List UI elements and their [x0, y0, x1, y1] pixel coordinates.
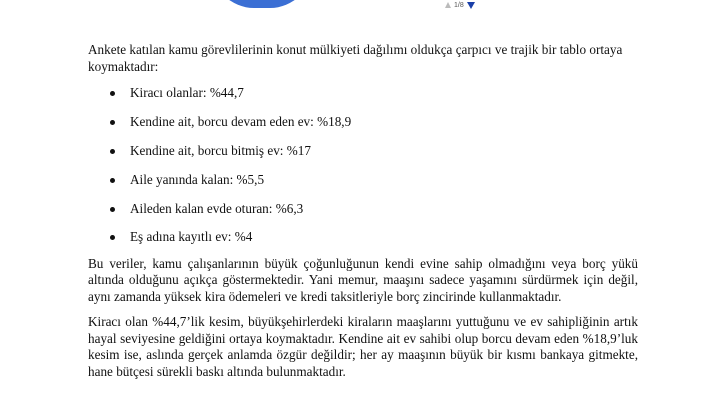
pager-text: 1/8: [454, 1, 464, 9]
bullet-icon: [110, 235, 115, 240]
legend-pager: [445, 0, 475, 10]
list-item: [88, 114, 638, 131]
list-item-text: Aile yanında kalan: %5,5: [130, 171, 265, 187]
list-item-text: Kendine ait, borcu devam eden ev: %18,9: [130, 113, 352, 129]
list-item-text: Kiracı olanlar: %44,7: [130, 85, 244, 100]
list-item: [88, 85, 638, 102]
document-body: [88, 42, 638, 389]
bullet-icon: [110, 91, 115, 96]
ownership-list: [88, 85, 638, 246]
pager-down-arrow-icon[interactable]: [467, 2, 475, 9]
bullet-icon: [110, 207, 115, 212]
bullet-icon: [110, 149, 115, 154]
list-item: [88, 229, 638, 246]
analysis-paragraph-2: Kiracı olan %44,7’lik kesim, büyükşehirlerdeki kiraların maaşlarını yuttuğunu ve ev sahipliğinin artık hayal seviyesine geldiğini ortaya koymaktadır. Kendine ait ev sahibi olup borcu devam eden %18,9’luk kesim ise, aslında gerçek anlamda özgür değildir; her ay maaşının büyük bir kısmı bankaya gitmekte, hane bütçesi sürekli baskı altında bulunmaktadır.: [88, 314, 638, 379]
list-item: [88, 143, 638, 160]
list-item-text: Eş adına kayıtlı ev: %4: [130, 229, 253, 245]
list-item-text: Aileden kalan evde oturan: %6,3: [130, 200, 304, 216]
list-item: [88, 201, 638, 218]
bullet-icon: [110, 120, 115, 125]
pager-up-arrow-icon[interactable]: [445, 2, 451, 8]
bullet-icon: [110, 178, 115, 183]
chart-remnant-area: [0, 0, 724, 12]
intro-paragraph: Ankete katılan kamu görevlilerinin konut mülkiyeti dağılımı oldukça çarpıcı ve trajik bir tablo ortaya koymaktadır:: [88, 42, 623, 74]
pie-chart-partial: [212, 0, 312, 8]
analysis-paragraph-1: Bu veriler, kamu çalışanlarının büyük çoğunluğunun kendi evine sahip olmadığını veya borç yükü altında olduğunu açıkça göstermektedir. Yani memur, maaşını sadece yaşamını sürdürmek için değil, aynı zamanda yüksek kira ödemeleri ve kredi taksitleriyle borç zincirinde kullanmaktadır.: [88, 255, 638, 304]
list-item: [88, 172, 638, 189]
list-item-text: Kendine ait, borcu bitmiş ev: %17: [130, 142, 311, 158]
